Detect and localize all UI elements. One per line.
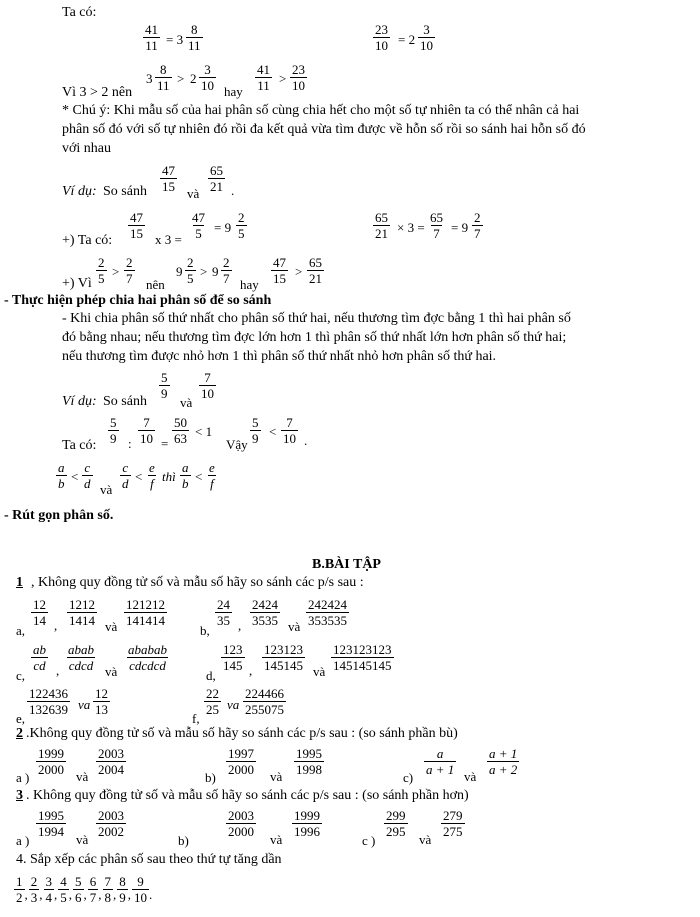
- fraction: a b: [58, 460, 65, 491]
- item-label: a,: [16, 623, 26, 638]
- question-4-text: 4. Sắp xếp các phân số sau theo thứ tự tăng dần: [16, 852, 282, 867]
- question-number: 3: [16, 788, 23, 803]
- plus-ta-co: +) Ta có:: [62, 233, 113, 248]
- note-line-1: * Chú ý: Khi mẫu số của hai phân số cùng chia hết cho một số tự nhiên ta có thể nhân cả hai: [62, 103, 580, 118]
- fraction: 1997 2000: [228, 746, 254, 777]
- fraction: 1995 1994: [38, 808, 64, 839]
- va-word: và: [76, 769, 89, 784]
- comma: ,: [249, 663, 253, 678]
- fraction: 299 295: [386, 808, 406, 839]
- comma: ,: [24, 887, 28, 902]
- question-number: 1: [16, 575, 23, 590]
- fraction: 24 35: [217, 597, 230, 628]
- item-label: b): [178, 833, 189, 848]
- times-3: x 3 =: [155, 232, 182, 247]
- fraction: 279 275: [443, 808, 463, 839]
- fraction: 50 63: [174, 415, 187, 446]
- plus-vi: +) Vì: [62, 276, 92, 291]
- fraction: 8 11: [157, 62, 170, 93]
- eq-sign: =: [161, 436, 169, 451]
- fraction: 47 15: [273, 255, 286, 286]
- gt-sign: >: [177, 71, 185, 86]
- fraction: 12 13: [95, 686, 108, 717]
- va-word: và: [187, 186, 200, 201]
- fraction: 8 11: [188, 22, 201, 53]
- example-so-sanh: So sánh: [103, 394, 147, 409]
- item-label: c ): [362, 833, 376, 848]
- fraction: 2 7: [474, 210, 481, 241]
- example-label: Ví dụ:: [62, 394, 97, 409]
- fraction: 3 10: [420, 22, 433, 53]
- note-line-3: với nhau: [62, 141, 112, 156]
- times-3: × 3 =: [397, 220, 425, 235]
- fraction: 65 21: [210, 163, 223, 194]
- lt-sign: <: [269, 424, 277, 439]
- chia-line-2: đó bằng nhau; nếu thương tìm đợc lớn hơn 1 thì phân số thứ nhất lớn hơn phân số thứ hai;: [62, 330, 567, 345]
- hay-word: hay: [240, 277, 259, 292]
- fraction: ababab cdcdcd: [128, 642, 167, 673]
- mixed-whole: 9: [176, 264, 183, 279]
- sequence-fraction: 2 3: [30, 874, 38, 905]
- item-label: e,: [16, 711, 26, 726]
- fraction: 5 9: [252, 415, 259, 446]
- fraction: 224466 255075: [245, 686, 284, 717]
- fraction: 47 5: [192, 210, 205, 241]
- ta-co-label: Ta có:: [62, 5, 97, 20]
- period: .: [304, 433, 308, 448]
- comma: ,: [68, 887, 72, 902]
- question-3-text: . Không quy đồng tử số và mẫu số hãy so sánh các p/s sau : (so sánh phần hơn): [26, 788, 469, 803]
- mixed-whole: 2: [190, 71, 197, 86]
- period: .: [149, 887, 153, 902]
- sequence-fraction: 9 10: [134, 874, 147, 905]
- comma: ,: [56, 663, 60, 678]
- gt-sign: >: [279, 71, 287, 86]
- fraction: 41 11: [257, 62, 270, 93]
- sequence-fraction: 4 5: [60, 874, 67, 905]
- comma: ,: [238, 618, 242, 633]
- va-word: và: [270, 832, 283, 847]
- fraction: 65 7: [430, 210, 443, 241]
- fraction: 47 15: [130, 210, 143, 241]
- item-label: b,: [200, 623, 210, 638]
- comma: ,: [54, 887, 58, 902]
- comma: ,: [98, 887, 102, 902]
- sequence-fraction: 3 4: [45, 874, 52, 905]
- fraction: 2 5: [98, 255, 105, 286]
- thi-word: thì: [162, 469, 176, 484]
- fraction: 123123123 145145145: [333, 642, 392, 673]
- item-label: d,: [206, 668, 216, 683]
- fraction: e f: [149, 460, 155, 491]
- fraction: 5 9: [161, 370, 168, 401]
- va-word: và: [105, 619, 118, 634]
- fraction: 242424 353535: [308, 597, 347, 628]
- exercises-title: B.BÀI TẬP: [312, 557, 381, 572]
- fraction: 5 9: [110, 415, 117, 446]
- fraction: e f: [209, 460, 215, 491]
- fraction: a b: [182, 460, 189, 491]
- div-sign: :: [128, 436, 132, 451]
- example-so-sanh: So sánh: [103, 184, 147, 199]
- example-label: Ví dụ:: [62, 184, 97, 199]
- fraction: 7 10: [140, 415, 153, 446]
- va-word: và: [464, 769, 477, 784]
- chia-line-3: nếu thương tìm được nhỏ hơn 1 thì phân số thứ nhất nhỏ hơn phân số thứ hai.: [62, 349, 497, 364]
- fraction: ab cd: [33, 642, 46, 673]
- gt-sign: >: [295, 264, 303, 279]
- comma: ,: [113, 887, 117, 902]
- fraction: 23 10: [375, 22, 388, 53]
- fraction: 23 10: [292, 62, 305, 93]
- equals-9: = 9: [451, 220, 469, 235]
- fraction: 123 145: [223, 642, 243, 673]
- hay-word: hay: [224, 84, 243, 99]
- equals-2: = 2: [398, 32, 416, 47]
- fraction: 2003 2004: [98, 746, 124, 777]
- fraction: 2 5: [238, 210, 245, 241]
- fraction: 2003 2000: [228, 808, 254, 839]
- item-label: c): [403, 770, 414, 785]
- equals-9: = 9: [214, 220, 232, 235]
- item-label: f,: [192, 711, 200, 726]
- lt-one: < 1: [195, 424, 213, 439]
- period: .: [231, 183, 235, 198]
- fraction-sequence: [14, 874, 153, 905]
- comma: ,: [54, 618, 58, 633]
- va-word: và: [288, 619, 301, 634]
- fraction: a + 1 a + 2: [489, 746, 518, 777]
- gt-sign: >: [200, 264, 208, 279]
- item-label: c,: [16, 668, 26, 683]
- fraction: 47 15: [162, 163, 175, 194]
- fraction: 123123 145145: [264, 642, 303, 673]
- va-word: và: [76, 832, 89, 847]
- chia-line-1: - Khi chia phân số thứ nhất cho phân số thứ hai, nếu thương tìm đợc bằng 1 thì hai phân số: [62, 311, 571, 326]
- fraction: 7 10: [201, 370, 214, 401]
- sequence-fraction: 7 8: [104, 874, 111, 905]
- fraction: 65 21: [309, 255, 322, 286]
- fraction: a a + 1: [426, 746, 455, 777]
- va-word: va: [78, 697, 91, 712]
- ta-co-label: Ta có:: [62, 438, 97, 453]
- question-1-text: , Không quy đồng tử số và mẫu số hãy so sánh các p/s sau :: [31, 575, 364, 590]
- item-label: a ): [16, 833, 30, 848]
- fraction: 1995 1998: [296, 746, 322, 777]
- vay-word: Vậy: [226, 437, 248, 452]
- fraction: 2 7: [126, 255, 133, 286]
- lt-sign: <: [71, 469, 79, 484]
- fraction: 1212 1414: [69, 597, 95, 628]
- va-word: và: [419, 832, 432, 847]
- fraction: 2424 3535: [252, 597, 278, 628]
- fraction: abab cdcd: [68, 642, 94, 673]
- gt-sign: >: [112, 264, 120, 279]
- va-word: và: [270, 769, 283, 784]
- question-2-text: .Không quy đồng tử số và mẫu số hãy so sánh các p/s sau : (so sánh phần bù): [26, 726, 458, 741]
- sequence-fraction: 8 9: [119, 874, 126, 905]
- va-word: và: [100, 482, 113, 497]
- fraction: 22 25: [206, 686, 219, 717]
- lt-sign: <: [135, 469, 143, 484]
- mixed-whole: 3: [146, 71, 153, 86]
- fraction: 65 21: [375, 210, 388, 241]
- section-heading-chia: - Thực hiện phép chia hai phân số để so sánh: [4, 293, 272, 308]
- question-number: 2: [16, 726, 23, 741]
- fraction: 122436 132639: [29, 686, 68, 717]
- lt-sign: <: [195, 469, 203, 484]
- va-word: va: [227, 697, 240, 712]
- fraction: c d: [84, 460, 91, 491]
- comma: ,: [39, 887, 43, 902]
- fraction: c d: [122, 460, 129, 491]
- item-label: a ): [16, 770, 30, 785]
- va-word: và: [105, 664, 118, 679]
- fraction: 7 10: [283, 415, 296, 446]
- va-word: và: [313, 664, 326, 679]
- vi-3-2-text: Vì 3 > 2 nên: [62, 85, 133, 100]
- equals-3: = 3: [166, 32, 184, 47]
- fraction: 3 10: [201, 62, 214, 93]
- fraction: 12 14: [33, 597, 46, 628]
- fraction: 41 11: [145, 22, 158, 53]
- fraction: 1999 2000: [38, 746, 64, 777]
- va-word: và: [180, 395, 193, 410]
- mixed-whole: 9: [212, 264, 219, 279]
- fraction: 2003 2002: [98, 808, 124, 839]
- fraction: 121212 141414: [126, 597, 165, 628]
- sequence-fraction: 1 2: [16, 874, 23, 905]
- note-line-2: phân số đó với số tự nhiên đó rồi đa kết quả vừa tìm được về hỗn số rồi so sánh hai hỗn số đó: [62, 122, 586, 137]
- comma: ,: [127, 887, 131, 902]
- section-heading-rut-gon: - Rút gọn phân số.: [4, 508, 114, 523]
- item-label: b): [205, 770, 216, 785]
- sequence-fraction: 6 7: [89, 874, 97, 905]
- comma: ,: [83, 887, 87, 902]
- fraction: 1999 1996: [294, 808, 320, 839]
- sequence-fraction: 5 6: [75, 874, 82, 905]
- nen-word: nên: [146, 277, 165, 292]
- fraction: 2 5: [187, 255, 194, 286]
- fraction: 2 7: [223, 255, 230, 286]
